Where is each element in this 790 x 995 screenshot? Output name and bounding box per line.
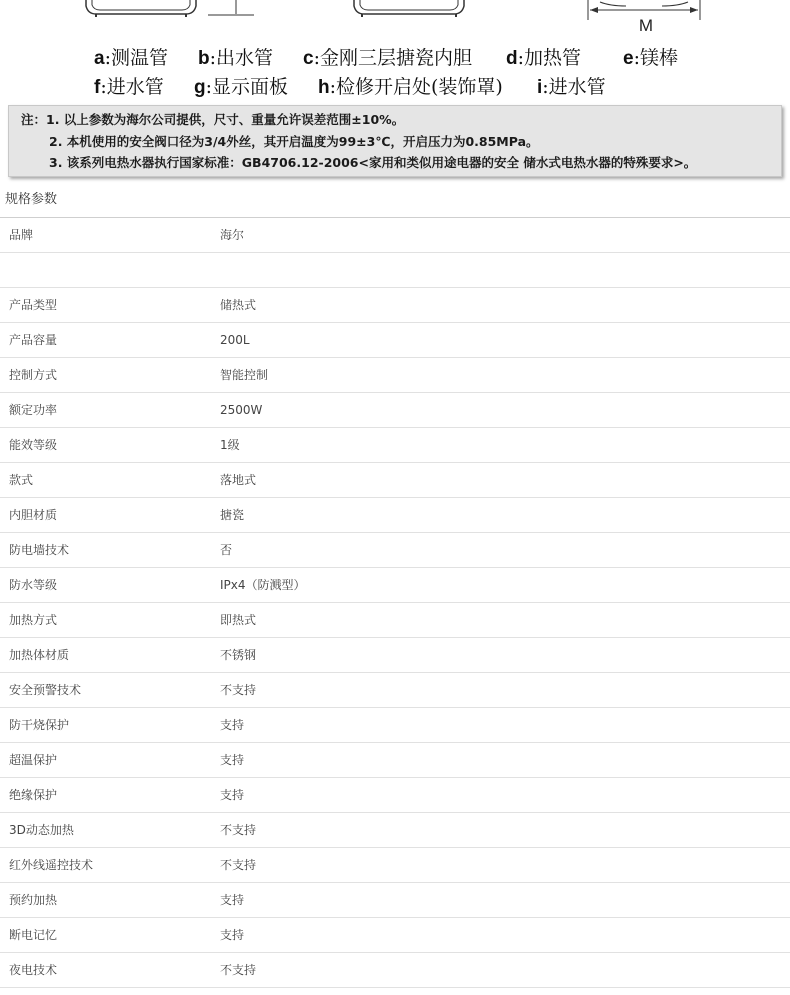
spec-row — [0, 463, 790, 498]
legend-item-e: e:镁棒 — [623, 47, 678, 69]
spec-key: 防干烧保护 — [9, 718, 70, 732]
spec-value: 支持 — [220, 893, 245, 907]
spec-row — [0, 848, 790, 883]
diagram-dimension-m — [588, 0, 700, 35]
spec-value: 支持 — [220, 788, 245, 802]
spec-key: 预约加热 — [9, 893, 58, 907]
spec-row — [0, 778, 790, 813]
spec-key: 加热体材质 — [9, 648, 70, 662]
spec-row — [0, 638, 790, 673]
spec-key: 能效等级 — [9, 438, 58, 452]
spec-row — [0, 603, 790, 638]
spec-key: 超温保护 — [9, 753, 58, 767]
spec-row — [0, 253, 790, 288]
spec-row — [0, 568, 790, 603]
legend-row-2 — [0, 73, 790, 101]
spec-row — [0, 918, 790, 953]
spec-key: 防水等级 — [9, 578, 58, 592]
spec-key: 红外线遥控技术 — [9, 858, 94, 872]
spec-row — [0, 883, 790, 918]
diagram-legend — [0, 44, 790, 102]
spec-key: 加热方式 — [9, 613, 58, 627]
spec-key: 夜电技术 — [9, 963, 58, 977]
spec-value: 支持 — [220, 718, 245, 732]
legend-item-d: d:加热管 — [506, 47, 582, 69]
dimension-diagram — [0, 0, 790, 40]
spec-value: 2500W — [220, 403, 263, 417]
spec-value: 落地式 — [220, 473, 257, 487]
spec-key: 内胆材质 — [9, 508, 58, 522]
spec-value: 储热式 — [220, 298, 257, 312]
note-line-1: 注：1. 以上参数为海尔公司提供，尺寸、重量允许误差范围±10%。 — [21, 112, 405, 127]
spec-key: 款式 — [9, 473, 34, 487]
legend-item-b: b:出水管 — [198, 47, 274, 69]
spec-key: 断电记忆 — [9, 928, 58, 942]
spec-table — [0, 218, 790, 988]
spec-row — [0, 218, 790, 253]
spec-value: 不锈钢 — [220, 648, 257, 662]
spec-value: 1级 — [220, 438, 240, 452]
spec-row — [0, 813, 790, 848]
spec-value: 即热式 — [220, 613, 257, 627]
spec-row — [0, 953, 790, 988]
spec-value: 否 — [220, 543, 233, 557]
spec-row — [0, 708, 790, 743]
spec-key: 绝缘保护 — [9, 788, 58, 802]
spec-value: IPx4（防溅型） — [220, 578, 306, 592]
spec-row — [0, 288, 790, 323]
spec-key: 3D动态加热 — [9, 823, 74, 837]
spec-value: 不支持 — [220, 963, 257, 977]
legend-item-i: i:进水管 — [537, 76, 606, 98]
legend-item-g: g:显示面板 — [194, 76, 289, 98]
spec-row — [0, 323, 790, 358]
spec-value: 不支持 — [220, 858, 257, 872]
legend-item-a: a:测温管 — [94, 47, 168, 69]
spec-key: 产品类型 — [9, 298, 58, 312]
spec-row — [0, 498, 790, 533]
spec-key: 防电墙技术 — [9, 543, 70, 557]
legend-item-h: h:检修开启处(装饰罩) — [318, 76, 503, 98]
spec-value: 200L — [220, 333, 250, 347]
legend-row-1 — [0, 44, 790, 72]
note-line-3: 3. 该系列电热水器执行国家标准：GB4706.12-2006<家用和类似用途电器的安全 储水式电热水器的特殊要求>。 — [49, 155, 697, 170]
diagram-middle-unit-base — [354, 0, 464, 17]
note-box — [8, 105, 782, 177]
legend-item-f: f:进水管 — [94, 76, 164, 98]
spec-row — [0, 533, 790, 568]
spec-value: 支持 — [220, 928, 245, 942]
spec-value: 海尔 — [220, 228, 245, 242]
spec-key: 额定功率 — [9, 403, 58, 417]
spec-row — [0, 428, 790, 463]
spec-row — [0, 673, 790, 708]
legend-item-c: c:金刚三层搪瓷内胆 — [303, 47, 472, 69]
spec-row — [0, 393, 790, 428]
spec-key: 品牌 — [9, 228, 34, 242]
spec-row — [0, 358, 790, 393]
spec-value: 不支持 — [220, 823, 257, 837]
spec-key: 控制方式 — [9, 368, 58, 382]
spec-value: 智能控制 — [220, 368, 269, 382]
spec-section-title: 规格参数 — [5, 192, 58, 207]
spec-key: 安全预警技术 — [9, 683, 82, 697]
spec-key: 产品容量 — [9, 333, 58, 347]
spec-value: 不支持 — [220, 683, 257, 697]
diagram-left-unit-base — [86, 0, 254, 17]
dimension-label-m: M — [638, 16, 654, 35]
spec-value: 搪瓷 — [220, 508, 245, 522]
note-line-2: 2. 本机使用的安全阀口径为3/4外丝，其开启温度为99±3℃，开启压力为0.85MPa。 — [49, 134, 539, 149]
spec-value: 支持 — [220, 753, 245, 767]
spec-row — [0, 743, 790, 778]
